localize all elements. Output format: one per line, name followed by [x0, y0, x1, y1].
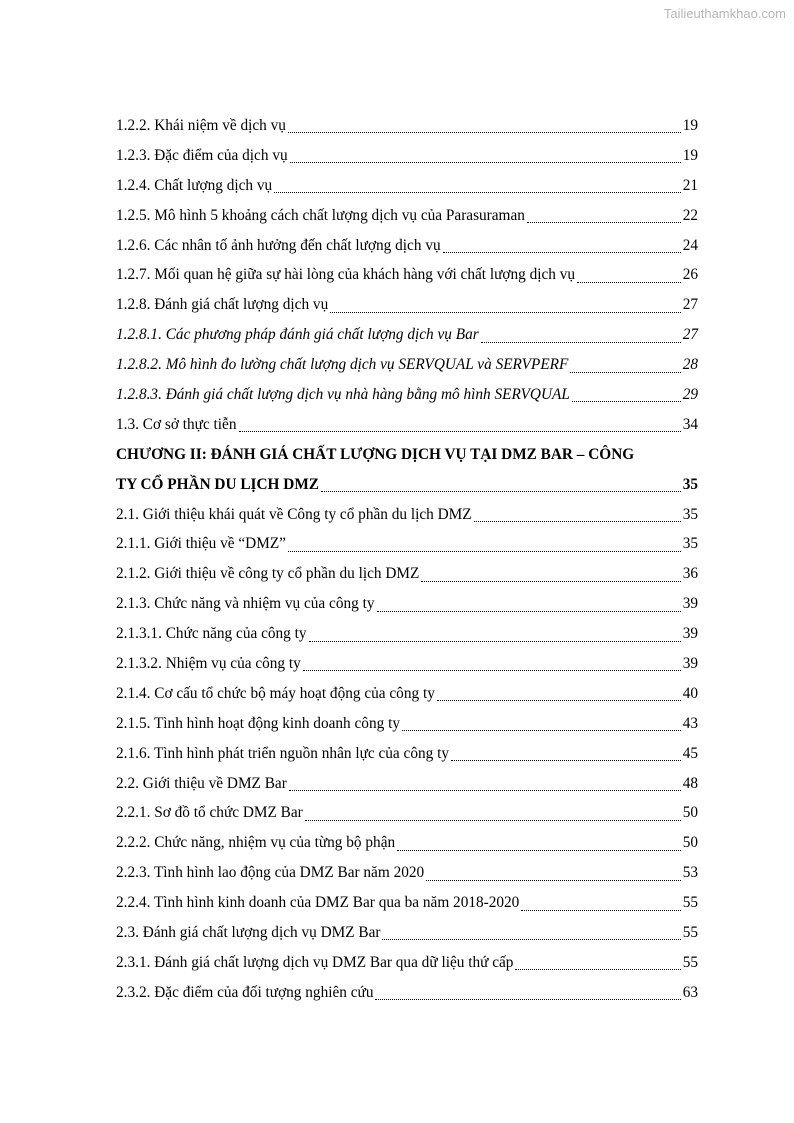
toc-entry-title: 1.2.8.1. Các phương pháp đánh giá chất lượng dịch vụ Bar	[116, 326, 479, 344]
toc-entry-title: 2.2.2. Chức năng, nhiệm vụ của từng bộ phận	[116, 834, 396, 852]
dot-leader	[443, 252, 681, 253]
toc-entry-title: 1.2.7. Mối quan hệ giữa sự hài lòng của khách hàng với chất lượng dịch vụ	[116, 266, 576, 284]
toc-entry-title: 1.2.8.2. Mô hình đo lường chất lượng dịch vụ SERVQUAL và SERVPERF	[116, 356, 569, 374]
toc-entry-title: 2.2.1. Sơ đồ tổ chức DMZ Bar	[116, 804, 303, 822]
toc-entry[interactable]	[116, 739, 698, 769]
dot-leader	[274, 192, 681, 193]
toc-entry[interactable]	[116, 828, 698, 858]
dot-leader	[288, 132, 681, 133]
dot-leader	[288, 551, 681, 552]
toc-entry-title: 2.1. Giới thiệu khái quát về Công ty cổ phần du lịch DMZ	[116, 505, 472, 523]
toc-entry-title: 1.2.8. Đánh giá chất lượng dịch vụ	[116, 296, 329, 314]
toc-page-number: 24	[682, 236, 698, 254]
dot-leader	[239, 431, 681, 432]
toc-page-number: 39	[682, 655, 698, 673]
dot-leader	[521, 910, 680, 911]
watermark-text: Tailieuthamkhao.com	[663, 6, 786, 21]
toc-page-number: 55	[682, 894, 698, 912]
dot-leader	[321, 491, 681, 492]
dot-leader	[303, 670, 681, 671]
toc-page-number: 21	[682, 176, 698, 194]
toc-entry-title: 2.1.3.2. Nhiệm vụ của công ty	[116, 655, 301, 673]
toc-entry[interactable]	[116, 529, 698, 559]
toc-page-number: 50	[682, 834, 698, 852]
table-of-contents	[116, 111, 698, 1008]
toc-entry-title: 1.3. Cơ sở thực tiễn	[116, 415, 237, 433]
toc-entry[interactable]	[116, 410, 698, 440]
chapter-title-line-2-text: TY CỔ PHẦN DU LỊCH DMZ	[116, 475, 319, 493]
dot-leader	[330, 312, 680, 313]
toc-entry[interactable]	[116, 231, 698, 261]
dot-leader	[309, 641, 681, 642]
toc-entry[interactable]	[116, 888, 698, 918]
toc-page-number: 48	[682, 774, 698, 792]
toc-page-number: 34	[682, 415, 698, 433]
toc-entry-title: 2.1.4. Cơ cấu tổ chức bộ máy hoạt động của công ty	[116, 684, 435, 702]
toc-entry[interactable]	[116, 201, 698, 231]
toc-entry-title: 2.1.5. Tình hình hoạt động kinh doanh công ty	[116, 714, 400, 732]
dot-leader	[426, 880, 681, 881]
toc-entry-title: 1.2.5. Mô hình 5 khoảng cách chất lượng dịch vụ của Parasuraman	[116, 206, 525, 224]
dot-leader	[289, 790, 681, 791]
toc-page-number: 26	[682, 266, 698, 284]
dot-leader	[474, 521, 681, 522]
toc-entry-title: 1.2.3. Đặc điểm của dịch vụ	[116, 146, 288, 164]
toc-entry-title: 2.3.1. Đánh giá chất lượng dịch vụ DMZ Bar qua dữ liệu thứ cấp	[116, 953, 514, 971]
toc-section-1	[116, 111, 698, 440]
dot-leader	[397, 850, 681, 851]
chapter-title-line-1-text: CHƯƠNG II: ĐÁNH GIÁ CHẤT LƯỢNG DỊCH VỤ TẠI DMZ BAR – CÔNG	[116, 445, 635, 463]
dot-leader	[481, 342, 681, 343]
chapter-title-line-1	[116, 440, 698, 470]
toc-page-number: 35	[682, 505, 698, 523]
toc-entry-title: 1.2.4. Chất lượng dịch vụ	[116, 176, 273, 194]
dot-leader	[577, 282, 681, 283]
toc-entry-title: 1.2.8.3. Đánh giá chất lượng dịch vụ nhà hàng bằng mô hình SERVQUAL	[116, 386, 570, 404]
dot-leader	[377, 611, 681, 612]
dot-leader	[305, 820, 681, 821]
toc-entry[interactable]	[116, 679, 698, 709]
toc-entry-title: 2.3. Đánh giá chất lượng dịch vụ DMZ Bar	[116, 924, 381, 942]
toc-entry[interactable]	[116, 350, 698, 380]
toc-page-number: 53	[682, 864, 698, 882]
toc-entry-title: 2.1.3. Chức năng và nhiệm vụ của công ty	[116, 595, 375, 613]
toc-page-number: 27	[682, 296, 698, 314]
toc-entry[interactable]	[116, 709, 698, 739]
toc-page-number: 55	[682, 953, 698, 971]
toc-entry-title: 1.2.6. Các nhân tố ảnh hưởng đến chất lượng dịch vụ	[116, 236, 441, 254]
toc-entry[interactable]	[116, 290, 698, 320]
dot-leader	[451, 760, 681, 761]
toc-entry-title: 2.1.1. Giới thiệu về “DMZ”	[116, 535, 286, 553]
toc-entry[interactable]	[116, 918, 698, 948]
chapter-page-number: 35	[682, 475, 698, 493]
toc-entry-title: 2.2. Giới thiệu về DMZ Bar	[116, 774, 287, 792]
toc-entry[interactable]	[116, 798, 698, 828]
toc-chapter-heading[interactable]	[116, 440, 698, 500]
chapter-title-line-2	[116, 470, 698, 500]
toc-page-number: 45	[682, 744, 698, 762]
toc-entry[interactable]	[116, 559, 698, 589]
toc-entry[interactable]	[116, 978, 698, 1008]
dot-leader	[515, 969, 680, 970]
toc-page-number: 39	[682, 625, 698, 643]
dot-leader	[421, 581, 680, 582]
toc-page-number: 28	[682, 356, 698, 374]
toc-entry[interactable]	[116, 858, 698, 888]
toc-page-number: 35	[682, 535, 698, 553]
toc-entry[interactable]	[116, 320, 698, 350]
toc-page-number: 27	[682, 326, 698, 344]
dot-leader	[382, 939, 680, 940]
toc-entry-title: 2.2.4. Tình hình kinh doanh của DMZ Bar qua ba năm 2018-2020	[116, 894, 520, 912]
toc-page-number: 50	[682, 804, 698, 822]
toc-page-number: 39	[682, 595, 698, 613]
dot-leader	[572, 401, 681, 402]
toc-entry-title: 2.1.2. Giới thiệu về công ty cổ phần du lịch DMZ	[116, 565, 420, 583]
toc-page-number: 19	[682, 146, 698, 164]
toc-entry-title: 2.1.6. Tình hình phát triển nguồn nhân lực của công ty	[116, 744, 450, 762]
toc-entry[interactable]	[116, 649, 698, 679]
dot-leader	[375, 999, 680, 1000]
toc-page-number: 29	[682, 386, 698, 404]
toc-entry[interactable]	[116, 589, 698, 619]
toc-entry[interactable]	[116, 171, 698, 201]
dot-leader	[290, 162, 681, 163]
toc-entry[interactable]	[116, 948, 698, 978]
toc-entry-title: 2.1.3.1. Chức năng của công ty	[116, 625, 307, 643]
toc-page-number: 43	[682, 714, 698, 732]
toc-section-2	[116, 500, 698, 1008]
toc-entry[interactable]	[116, 111, 698, 141]
toc-entry-title: 2.2.3. Tình hình lao động của DMZ Bar năm 2020	[116, 864, 425, 882]
dot-leader	[527, 222, 681, 223]
toc-entry[interactable]	[116, 769, 698, 799]
toc-entry[interactable]	[116, 380, 698, 410]
toc-page-number: 22	[682, 206, 698, 224]
toc-entry-title: 2.3.2. Đặc điểm của đối tượng nghiên cứu	[116, 983, 374, 1001]
toc-entry[interactable]	[116, 500, 698, 530]
toc-entry[interactable]	[116, 141, 698, 171]
toc-page-number: 36	[682, 565, 698, 583]
toc-page-number: 40	[682, 684, 698, 702]
toc-entry[interactable]	[116, 260, 698, 290]
dot-leader	[570, 372, 680, 373]
dot-leader	[437, 700, 681, 701]
toc-page-number: 63	[682, 983, 698, 1001]
dot-leader	[402, 730, 681, 731]
toc-entry-title: 1.2.2. Khái niệm về dịch vụ	[116, 117, 286, 134]
toc-page-number: 19	[682, 117, 698, 134]
toc-entry[interactable]	[116, 619, 698, 649]
toc-page-number: 55	[682, 924, 698, 942]
